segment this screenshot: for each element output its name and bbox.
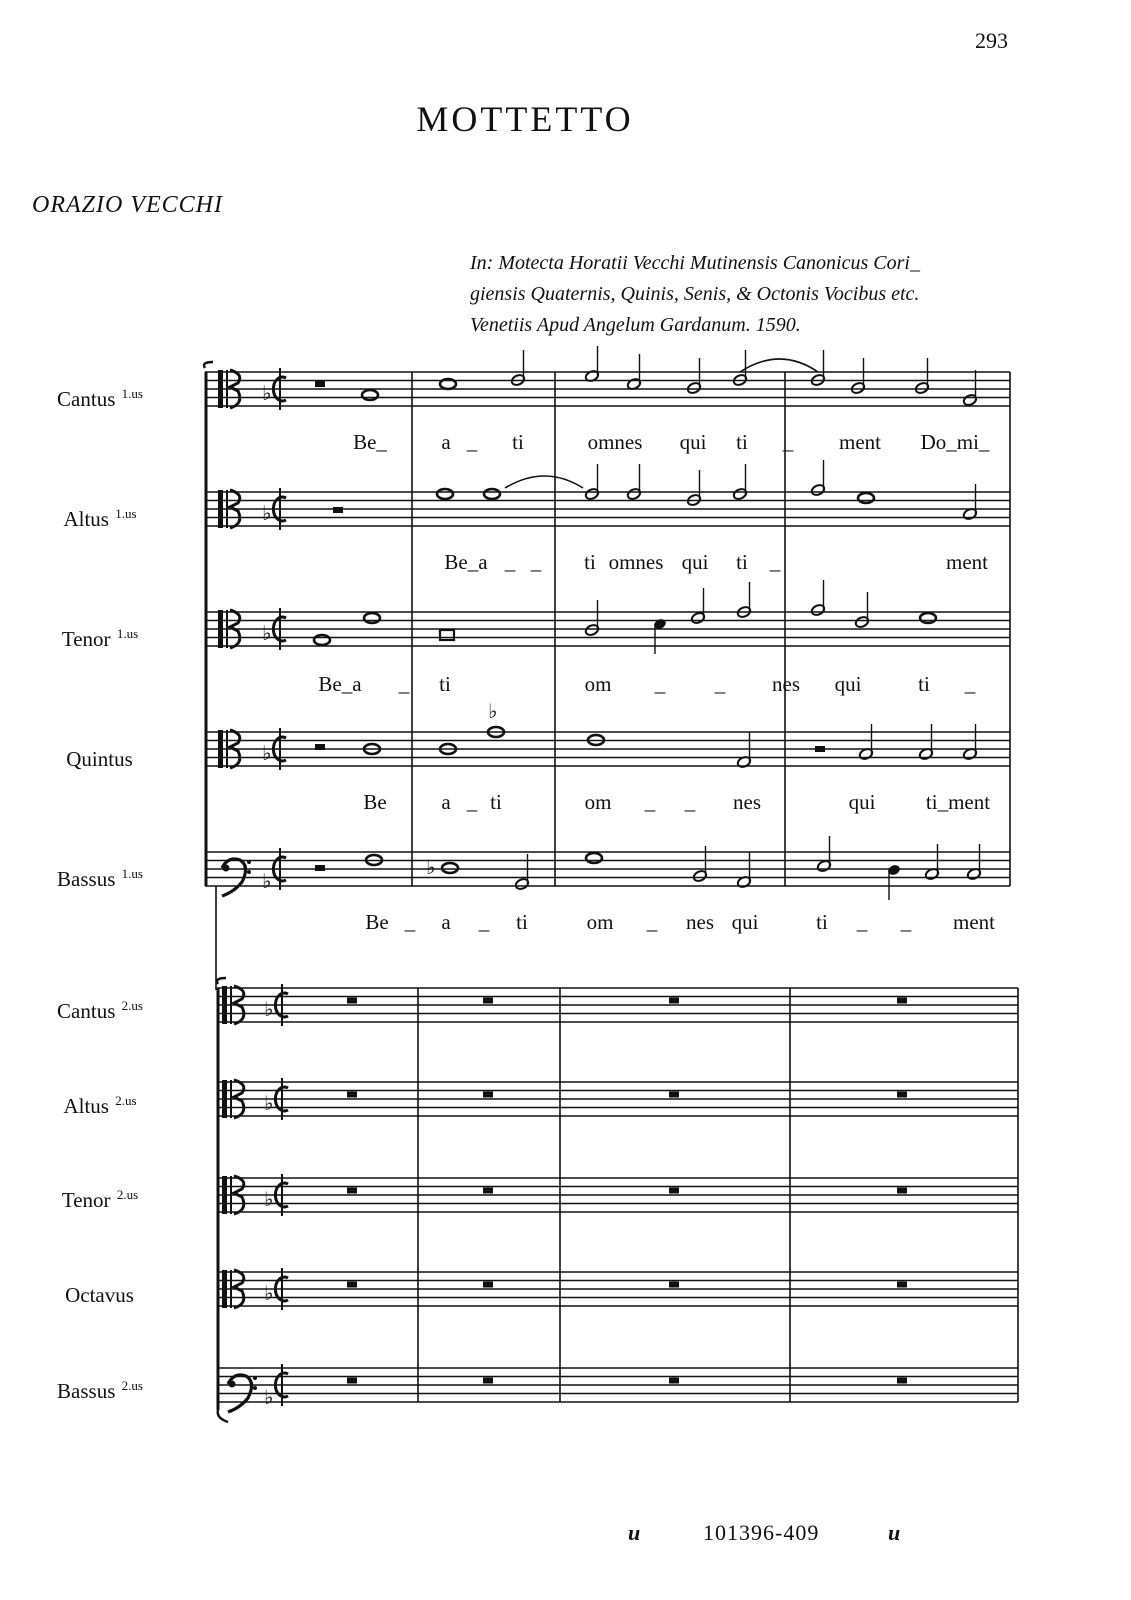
footer-right-mark: u — [888, 1520, 901, 1545]
lyric-syllable: omnes — [608, 550, 664, 574]
c-clef-choir1-2-bar2 — [226, 490, 228, 528]
altus1-note — [858, 493, 874, 503]
rest-choir2-4-4 — [897, 1282, 907, 1288]
tenor1-breve — [440, 630, 454, 640]
quintus-rest — [315, 744, 325, 750]
bassus1-note — [442, 863, 458, 873]
c-clef-choir1-4-bar — [218, 730, 223, 768]
quintus-rest — [815, 746, 825, 752]
bassus1-rest — [315, 865, 325, 871]
key-flat-choir2-4: ♭ — [264, 1281, 274, 1305]
lyric-syllable: Be — [363, 790, 387, 814]
tie-cantus1 — [740, 359, 818, 372]
lyric-syllable: qui — [848, 790, 876, 814]
rest-choir2-2-2 — [483, 1092, 493, 1098]
rest-choir2-5-4 — [897, 1378, 907, 1384]
lyric-syllable: _ — [466, 430, 478, 454]
altus1-note — [484, 489, 500, 499]
cantus1-rest — [315, 381, 325, 387]
rest-choir2-5-2 — [483, 1378, 493, 1384]
lyric-syllable: _ — [684, 790, 696, 814]
lyric-syllable: _ — [714, 672, 726, 696]
c-clef-choir2-4-bar — [222, 1270, 227, 1308]
system1-bracket-top — [204, 362, 213, 368]
tie-altus1 — [505, 476, 583, 488]
lyric-syllable: Do_mi_ — [920, 430, 990, 454]
bass-clef-choir2-dot0 — [229, 1381, 236, 1388]
bass-clef-choir2-dot2 — [253, 1386, 257, 1390]
part-label-altus-2: Altus $^{2.us}$ — [63, 1093, 137, 1118]
rest-choir2-5-3 — [669, 1378, 679, 1384]
lyric-syllable: _ — [644, 790, 656, 814]
c-clef-choir1-4-bar2 — [226, 730, 228, 768]
system2-bracket-top — [217, 978, 226, 984]
lyric-syllable: om — [584, 790, 612, 814]
key-flat-choir1-5: ♭ — [262, 869, 272, 893]
lyric-syllable: _ — [856, 910, 868, 934]
source-line-1: In: Motecta Horatii Vecchi Mutinensis Canonicus Cori_ — [470, 252, 920, 274]
tenor1-note — [364, 613, 380, 623]
c-clef-choir1-1-bar2 — [226, 370, 228, 408]
lyric-syllable: ti — [736, 430, 748, 454]
rest-choir2-4-3 — [669, 1282, 679, 1288]
part-label-cantus-1: Cantus $^{1.us}$ — [57, 386, 143, 411]
tenor1-note — [314, 635, 330, 645]
lyric-syllable: om — [586, 910, 614, 934]
lyric-syllable: _ — [654, 672, 666, 696]
lyric-syllable: _ — [398, 672, 410, 696]
c-clef-choir1-1-bar — [218, 370, 223, 408]
lyric-syllable: _ — [769, 550, 781, 574]
bass-clef-choir1-dot2 — [247, 870, 251, 874]
lyric-syllable: _ — [646, 910, 658, 934]
lyric-syllable: ment — [839, 430, 881, 454]
quintus-accidental: ♭ — [488, 699, 498, 723]
part-label-cantus-2: Cantus $^{2.us}$ — [57, 998, 143, 1023]
rest-choir2-3-2 — [483, 1188, 493, 1194]
source-line-2: giensis Quaternis, Quinis, Senis, & Octonis Vocibus etc. — [470, 283, 920, 305]
lyric-syllable: _ — [466, 790, 478, 814]
lyric-syllable: Be — [365, 910, 389, 934]
rest-choir2-2-3 — [669, 1092, 679, 1098]
lyric-syllable: _ — [404, 910, 416, 934]
cantus1-note — [362, 390, 378, 400]
rest-choir2-1-2 — [483, 998, 493, 1004]
rest-choir2-1-1 — [347, 998, 357, 1004]
system2-bracket-bottom — [218, 1410, 228, 1422]
lyric-syllable: _ — [504, 550, 516, 574]
lyric-syllable: qui — [834, 672, 862, 696]
plate-number: 101396-409 — [703, 1520, 820, 1545]
key-flat-choir1-3: ♭ — [262, 621, 272, 645]
lyric-syllable: Be_a — [444, 550, 488, 574]
lyric-syllable: ment — [946, 550, 988, 574]
lyric-syllable: Be_a — [318, 672, 362, 696]
bass-clef-choir1-dot0 — [223, 865, 230, 872]
c-clef-choir2-2-bar2 — [230, 1080, 232, 1118]
part-label-octavus: Octavus — [65, 1283, 134, 1307]
bassus1-accidental: ♭ — [426, 855, 436, 879]
lyric-syllable: Be_ — [353, 430, 387, 454]
lyric-syllable: _ — [900, 910, 912, 934]
lyric-syllable: nes — [772, 672, 800, 696]
lyric-syllable: _ — [782, 430, 794, 454]
rest-choir2-4-2 — [483, 1282, 493, 1288]
lyric-syllable: omnes — [587, 430, 643, 454]
lyric-syllable: ti — [918, 672, 930, 696]
rest-choir2-4-1 — [347, 1282, 357, 1288]
c-clef-choir2-3-bar — [222, 1176, 227, 1214]
c-clef-choir2-3-bar2 — [230, 1176, 232, 1214]
c-clef-choir2-1-bar2 — [230, 986, 232, 1024]
key-flat-choir2-1: ♭ — [264, 997, 274, 1021]
rest-choir2-2-1 — [347, 1092, 357, 1098]
key-flat-choir2-5: ♭ — [264, 1385, 274, 1409]
lyric-syllable: ti_ment — [925, 790, 991, 814]
rest-choir2-5-1 — [347, 1378, 357, 1384]
lyric-syllable: _ — [530, 550, 542, 574]
c-clef-choir2-4-bar2 — [230, 1270, 232, 1308]
key-flat-choir2-3: ♭ — [264, 1187, 274, 1211]
key-flat-choir1-1: ♭ — [262, 381, 272, 405]
lyric-syllable: ti — [516, 910, 528, 934]
rest-choir2-3-4 — [897, 1188, 907, 1194]
footer-left-mark: u — [628, 1520, 641, 1545]
part-label-tenor-2: Tenor $^{2.us}$ — [61, 1187, 139, 1212]
lyric-syllable: qui — [731, 910, 759, 934]
lyric-syllable: ti — [490, 790, 502, 814]
lyric-syllable: ti — [512, 430, 524, 454]
lyric-syllable: _ — [478, 910, 490, 934]
part-label-altus-1: Altus $^{1.us}$ — [63, 506, 137, 531]
rest-choir2-3-3 — [669, 1188, 679, 1194]
part-label-bassus-2: Bassus $^{2.us}$ — [57, 1378, 143, 1403]
source-line-3: Venetiis Apud Angelum Gardanum. 1590. — [470, 314, 801, 336]
part-label-bassus-1: Bassus $^{1.us}$ — [57, 866, 143, 891]
c-clef-choir2-2-bar — [222, 1080, 227, 1118]
lyric-syllable: ment — [953, 910, 995, 934]
lyric-syllable: nes — [733, 790, 761, 814]
lyric-syllable: qui — [681, 550, 709, 574]
rest-choir2-1-4 — [897, 998, 907, 1004]
c-clef-choir2-1-bar — [222, 986, 227, 1024]
lyric-syllable: ti — [736, 550, 748, 574]
altus1-note — [437, 489, 453, 499]
page-number: 293 — [975, 28, 1008, 53]
c-clef-choir1-3-bar — [218, 610, 223, 648]
lyric-syllable: a — [441, 910, 451, 934]
key-flat-choir1-4: ♭ — [262, 741, 272, 765]
lyric-syllable: ti — [584, 550, 596, 574]
lyric-syllable: a — [441, 790, 451, 814]
page-title: MOTTETTO — [416, 99, 634, 139]
rest-choir2-2-4 — [897, 1092, 907, 1098]
lyric-syllable: _ — [964, 672, 976, 696]
bass-clef-choir2-dot1 — [253, 1376, 257, 1380]
composer-name: ORAZIO VECCHI — [32, 192, 223, 218]
rest-choir2-3-1 — [347, 1188, 357, 1194]
bassus1-note — [586, 853, 602, 863]
c-clef-choir1-3-bar2 — [226, 610, 228, 648]
lyric-syllable: ti — [816, 910, 828, 934]
lyric-syllable: qui — [679, 430, 707, 454]
rest-choir2-1-3 — [669, 998, 679, 1004]
altus1-rest — [333, 507, 343, 513]
c-clef-choir1-2-bar — [218, 490, 223, 528]
lyric-syllable: om — [584, 672, 612, 696]
part-label-quintus: Quintus — [66, 747, 133, 771]
lyric-syllable: nes — [686, 910, 714, 934]
part-label-tenor-1: Tenor $^{1.us}$ — [61, 626, 139, 651]
tenor1-note — [920, 613, 936, 623]
lyric-syllable: ti — [439, 672, 451, 696]
bass-clef-choir1-dot1 — [247, 860, 251, 864]
key-flat-choir1-2: ♭ — [262, 501, 272, 525]
key-flat-choir2-2: ♭ — [264, 1091, 274, 1115]
lyric-syllable: a — [441, 430, 451, 454]
